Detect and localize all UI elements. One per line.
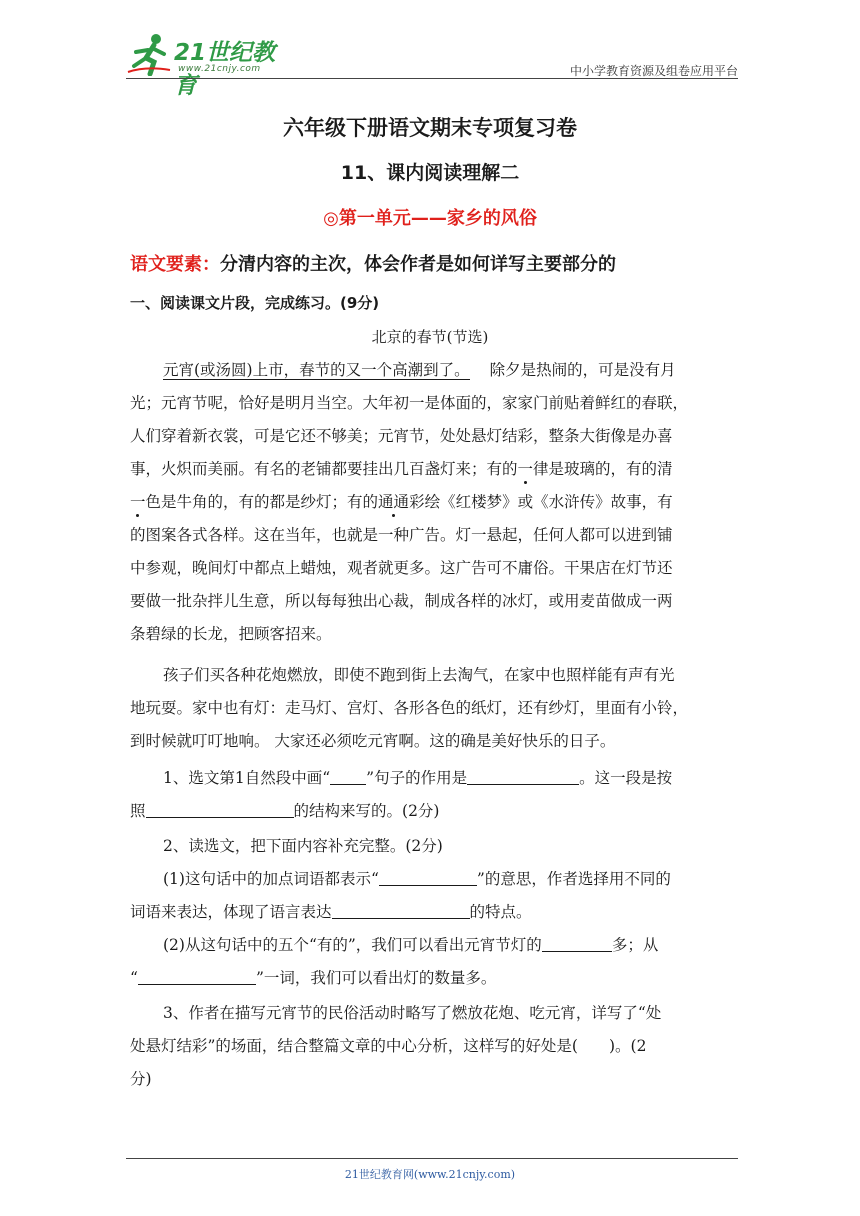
question-2: 2、读选文，把下面内容补充完整。(2分) [163, 837, 443, 855]
logo-url: www.21cnjy.com [178, 64, 261, 74]
requirement-text: 分清内容的主次，体会作者是如何详写主要部分的 [220, 254, 616, 275]
passage-line: 的图案各式各样。这在当年，也就是一种广告。灯一悬起，任何人都可以进到铺 [130, 526, 673, 544]
question-1: 1、选文第1自然段中画“ ”句子的作用是 。这一段是按 [163, 769, 673, 787]
site-name: 中小学教育资源及组卷应用平台 [569, 64, 738, 78]
dotted-word: 一 [517, 460, 534, 478]
question-3-cont: 处悬灯结彩”的场面，结合整篇文章的中心分析，这样写的好处是( )。(2 [130, 1037, 647, 1055]
passage-line: 人们穿着新衣裳，可是它还不够美；元宵节，处处悬灯结彩，整条大街像是办喜 [130, 427, 673, 445]
passage-title: 北京的春节(节选) [371, 328, 489, 346]
answer-blank[interactable] [330, 770, 366, 785]
page-subtitle: 11、课内阅读理解二 [340, 162, 520, 184]
footer-divider [126, 1158, 738, 1159]
answer-blank[interactable] [379, 871, 477, 886]
answer-blank[interactable] [332, 904, 470, 919]
question-3: 3、作者在描写元宵节的民俗活动时略写了燃放花炮、吃元宵，详写了“处 [163, 1004, 662, 1022]
passage-line: 一色是牛角的，有的都是纱灯；有的通通彩绘《红楼梦》或《水浒传》故事，有 [130, 493, 673, 511]
passage-line: 中参观，晚间灯中都点上蜡烛，观者就更多。这广告可不庸俗。干果店在灯节还 [130, 559, 673, 577]
answer-blank[interactable] [146, 803, 294, 818]
passage-line: 元宵(或汤圆)上市，春节的又一个高潮到了。 除夕是热闹的，可是没有月 [163, 361, 676, 379]
question-2-1: (1)这句话中的加点词语都表示“ ”的意思，作者选择用不同的 [163, 870, 671, 888]
requirement-label: 语文要素： [130, 254, 220, 275]
passage-line: 到时候就叮叮地响。 大家还必须吃元宵啊。这的确是美好快乐的日子。 [130, 732, 616, 750]
passage-line: 光；元宵节呢，恰好是明月当空。大年初一是体面的，家家门前贴着鲜红的春联， [130, 394, 689, 412]
question-2-1-cont: 词语来表达，体现了语言表达 的特点。 [130, 903, 532, 921]
logo-text: 21世纪教育 [174, 40, 276, 99]
question-1-cont: 照 的结构来写的。(2分) [130, 802, 440, 820]
footer-link[interactable]: 21世纪教育网(www.21cnjy.com) [344, 1168, 516, 1181]
question-2-2-cont: “ ”一词，我们可以看出灯的数量多。 [130, 969, 497, 987]
passage-line: 要做一批杂拌儿生意，所以每每独出心裁，制成各样的冰灯，或用麦苗做成一两 [130, 592, 673, 610]
passage-line: 孩子们买各种花炮燃放，即使不跑到街上去淘气，在家中也照样能有声有光 [163, 666, 675, 684]
passage-line: 条碧绿的长龙，把顾客招来。 [130, 625, 332, 643]
underlined-sentence: 元宵(或汤圆)上市，春节的又一个高潮到了。 [163, 361, 470, 379]
passage-line: 事，火炽而美丽。有名的老铺都要挂出几百盏灯来；有的一律是玻璃的，有的清 [130, 460, 673, 478]
unit-heading: ◎第一单元——家乡的风俗 [323, 208, 537, 229]
header-divider [126, 78, 738, 79]
dotted-word: 一 [130, 493, 146, 511]
page-title: 六年级下册语文期末专项复习卷 [283, 116, 577, 140]
passage-line: 地玩耍。家中也有灯：走马灯、宫灯、各形各色的纸灯，还有纱灯，里面有小铃， [130, 699, 689, 717]
answer-blank[interactable] [542, 937, 612, 952]
section-heading: 一、阅读课文片段，完成练习。(9分) [130, 294, 380, 312]
question-3-cont: 分) [130, 1070, 152, 1088]
page-header [126, 30, 738, 99]
requirement-line [130, 250, 616, 276]
answer-blank[interactable] [467, 770, 579, 785]
runner-logo-icon [126, 32, 172, 76]
site-logo[interactable] [126, 30, 296, 99]
answer-blank[interactable] [138, 970, 256, 985]
question-2-2: (2)从这句话中的五个“有的”，我们可以看出元宵节灯的 多；从 [163, 936, 659, 954]
dotted-word: 通通 [378, 493, 410, 511]
